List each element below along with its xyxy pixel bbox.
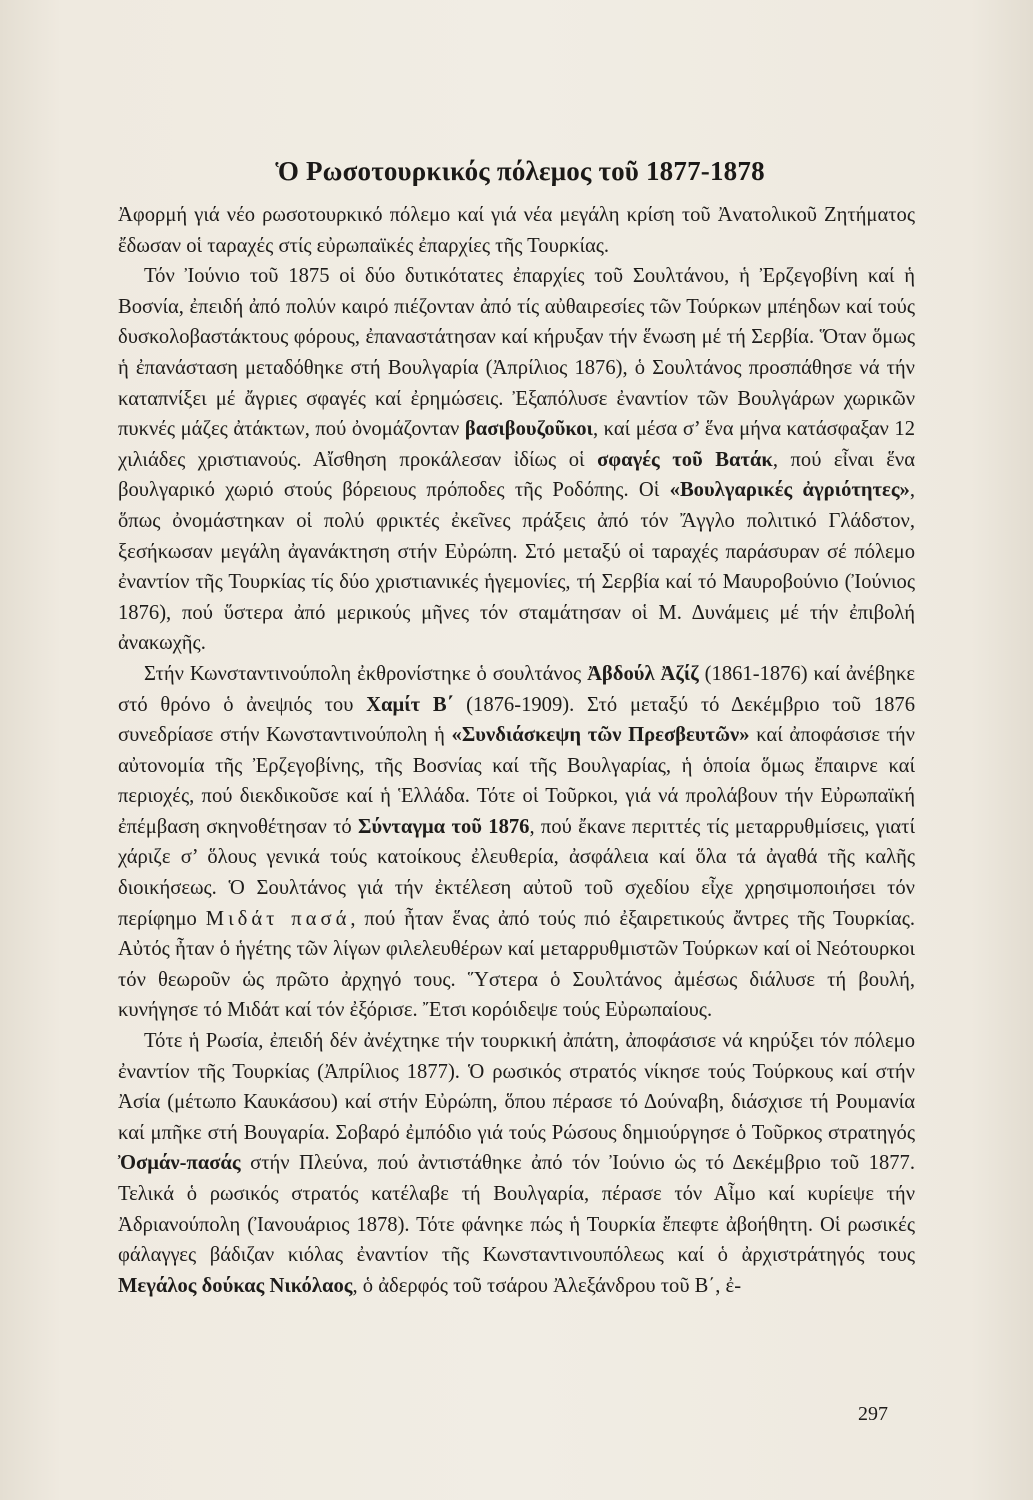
bold-term: σφαγές τοῦ Βατάκ (597, 448, 773, 471)
text-run: στήν Πλεύνα, πού ἀντιστάθηκε ἀπό τόν Ἰούνιο ὡς τό Δεκέμβριο τοῦ 1877. Τελικά ὁ ρωσικός στρατός κατέλαβε τή Βουλγαρία, πέρασε τόν Αἶμο καί κυρίεψε τήν Ἀδριανούπολη (Ἰανουάριος 1878). Τότε φάνηκε πώς ἡ Τουρκία ἔπεφτε ἀβοήθητη. Οἱ ρωσικές φάλαγγες βάδιζαν κιόλας ἐναντίον τῆς Κωνσταντινουπόλεως καί ὁ ἀρχιστράτηγός τους (118, 1152, 915, 1267)
text-run: , πού ἦταν ἕνας ἀπό τούς πιό ἐξαιρετικούς ἄντρες τῆς Τουρκίας. Αὐτός ἦταν ὁ ἡγέτης τῶν λίγων φιλελευθέρων καί μεταρρυθμιστῶν Τούρκων καί οἱ Νεότουρκοι τόν θεωροῦν ὡς πρῶτο ἀρχηγό τους. Ὕστερα ὁ Σουλτάνος ἀμέσως διάλυσε τή βουλή, κυνήγησε τό Μιδάτ καί τόν ἐξόρισε. Ἔτσι κορόιδεψε τούς Εὐρωπαίους. (118, 907, 915, 1022)
page-title: Ὁ Ρωσοτουρκικός πόλεμος τοῦ 1877-1878 (275, 156, 765, 186)
paragraph (118, 659, 915, 1026)
paragraph (118, 200, 915, 261)
text-run: Τότε ἡ Ρωσία, ἐπειδή δέν ἀνέχτηκε τήν τουρκική ἀπάτη, ἀποφάσισε νά κηρύξει τόν πόλεμο ἐναντίον τῆς Τουρκίας (Ἀπρίλιος 1877). Ὁ ρωσικός στρατός νίκησε τούς Τούρκους καί στήν Ἀσία (μέτωπο Καυκάσου) καί στήν Εὐρώπη, ὅπου πέρασε τό Δούναβη, διάσχισε τή Ρουμανία καί μπῆκε στή Βουγαρία. Σοβαρό ἐμπόδιο γιά τούς Ρώσους δημιούργησε ὁ Τοῦρκος στρατηγός (118, 1030, 915, 1144)
text-run: , καί μέσα σ’ ἕνα μήνα κατάσφαξαν 12 χιλιάδες χριστιανούς. Αἴσθηση προκάλεσαν ἰδίως οἱ (118, 418, 916, 471)
text-run: Ἀφορμή γιά νέο ρωσοτουρκικό πόλεμο καί γιά νέα μεγάλη κρίση τοῦ Ἀνατολικοῦ Ζητήματος ἔδωσαν οἱ ταραχές στίς εὐρωπαϊκές ἐπαρχίες τῆς Τουρκίας. (118, 204, 915, 257)
text-run: , πού εἶναι ἕνα βουλγαρικό χωριό στούς βόρειους πρόποδες τῆς Ροδόπης. Οἱ (118, 448, 916, 502)
bold-term: Ἀβδούλ Ἀζίζ (587, 662, 699, 685)
spaced-name: Μιδάτ πασά (205, 907, 351, 930)
bold-term: βασιβουζοῦκοι (464, 418, 593, 441)
text-run: , ὁ ἀδερφός τοῦ τσάρου Ἀλεξάνδρου τοῦ Β΄, ἐ- (352, 1274, 742, 1297)
text-run: , ὅπως ὀνομάστηκαν οἱ πολύ φρικτές ἐκεῖνες πράξεις ἀπό τόν Ἄγγλο πολιτικό Γλάδστον, ξεσήκωσαν μεγάλη ἀγανάκτηση στήν Εὐρώπη. Στό μεταξύ οἱ ταραχές παράσυραν σέ πόλεμο ἐναντίον τῆς Τουρκίας τίς δύο χριστιανικές ἡγεμονίες, τή Σερβία καί τό Μαυροβούνιο (Ἰούνιος 1876), πού ὕστερα ἀπό μερικούς μῆνες τόν σταμάτησαν οἱ Μ. Δυνάμεις μέ τήν ἐπιβολή ἀνακωχῆς. (118, 479, 915, 655)
text-run: Τόν Ἰούνιο τοῦ 1875 οἱ δύο δυτικότατες ἐπαρχίες τοῦ Σουλτάνου, ἡ Ἐρζεγοβίνη καί ἡ Βοσνία, ἐπειδή ἀπό πολύν καιρό πιέζονταν ἀπό τίς αὐθαιρεσίες τῶν Τούρκων μπέηδων καί τούς δυσκολοβαστάκτους φόρους, ἐπαναστάτησαν καί κήρυξαν τήν ἕνωση μέ τή Σερβία. Ὅταν ὅμως ἡ ἐπανάσταση μεταδόθηκε στή Βουλγαρία (Ἀπρίλιος 1876), ὁ Σουλτάνος προσπάθησε νά τήν καταπνίξει μέ ἄγριες σφαγές καί ἐρημώσεις. Ἐξαπόλυσε ἐναντίον τῶν Βουλγάρων χωρικῶν πυκνές μάζες ἀτάκτων, πού ὀνομάζονταν (118, 265, 915, 441)
bold-term: «Βουλγαρικές ἀγριότητες» (669, 479, 910, 502)
text-run: Στήν Κωνσταντινούπολη ἐκθρονίστηκε ὁ σουλτάνος (144, 662, 588, 685)
bold-term: Σύνταγμα τοῦ 1876 (358, 815, 530, 838)
text-run: (1876-1909). Στό μεταξύ τό Δεκέμβριο τοῦ 1876 συνεδρίασε στήν Κωνσταντινούπολη ἡ (118, 693, 915, 747)
text-run: καί ἀποφάσισε τήν αὐτονομία τῆς Ἐρζεγοβίνης, τῆς Βοσνίας καί τῆς Βουλγαρίας, ἡ ὁποία ὅμως ἔπαιρνε καί περιοχές, πού διεκδικοῦσε καί ἡ Ἑλλάδα. Τότε οἱ Τοῦρκοι, γιά νά προλάβουν τήν Εὐρωπαϊκή ἐπέμβαση σκηνοθέτησαν τό (118, 724, 915, 838)
paragraph (118, 1026, 915, 1301)
bold-term: Μεγάλος δούκας Νικόλαος (118, 1274, 353, 1297)
text-run: , πού ἔκανε περιττές τίς μεταρρυθμίσεις, γιατί χάριζε σ’ ὅλους γενικά τούς κατοίκους ἐλευθερία, ἀσφάλεια καί ὅλα τά ἀγαθά τῆς καλῆς διοικήσεως. Ὁ Σουλτάνος γιά τήν ἐκτέλεση αὐτοῦ τοῦ σχεδίου εἶχε χρησιμοποιήσει τόν περίφημο (118, 815, 915, 930)
article-body (118, 200, 915, 1301)
bold-term: «Συνδιάσκεψη τῶν Πρεσβευτῶν» (451, 724, 750, 747)
bold-term: Χαμίτ Β΄ (366, 693, 454, 716)
text-run: (1861-1876) καί ἀνέβηκε στό θρόνο ὁ ἀνεψιός του (118, 662, 915, 716)
bold-term: Ὀσμάν-πασάς (118, 1152, 241, 1175)
paragraph (118, 261, 915, 659)
page-number: 297 (858, 1403, 888, 1425)
